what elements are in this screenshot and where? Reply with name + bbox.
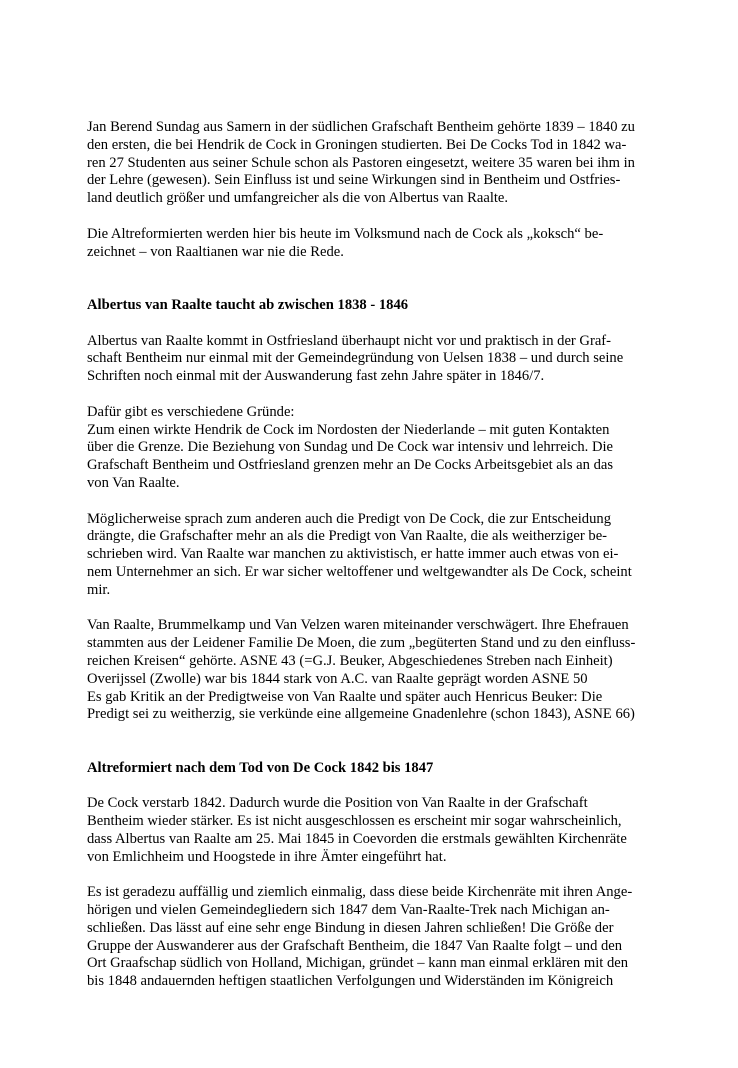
text-line: Bentheim wieder stärker. Es ist nicht ausgeschlossen es erscheint mir sogar wahrscheinlich,: [87, 813, 622, 830]
paragraph-verschwaegert: [87, 617, 653, 724]
text-line: Overijssel (Zwolle) war bis 1844 stark von A.C. van Raalte geprägt worden ASNE 50: [87, 670, 588, 687]
heading-text: Albertus van Raalte taucht ab zwischen 1838 - 1846: [87, 296, 409, 313]
text-line: Albertus van Raalte kommt in Ostfriesland überhaupt nicht vor und praktisch in der Graf-: [87, 332, 612, 349]
text-line: hörigen und vielen Gemeindegliedern sich 1847 dem Van-Raalte-Trek nach Michigan an-: [87, 902, 610, 919]
paragraph-de-cock-verstarb: [87, 795, 653, 866]
paragraph-gruende: [87, 404, 653, 493]
paragraph-spacer: [87, 777, 653, 795]
paragraph-spacer: [87, 386, 653, 404]
paragraph-ostfriesland: [87, 333, 653, 386]
text-line: Gruppe der Auswanderer aus der Grafschaft Bentheim, die 1847 Van Raalte folgt – und den: [87, 937, 623, 954]
text-line: schließen. Das lässt auf eine sehr enge Bindung in diesen Jahren schließen! Die Größe der: [87, 919, 614, 936]
text-line: Grafschaft Bentheim und Ostfriesland grenzen mehr an De Cocks Arbeitsgebiet als an das: [87, 457, 614, 474]
paragraph-spacer: [87, 493, 653, 511]
paragraph-auswanderer: [87, 884, 653, 991]
section-heading-van-raalte: [87, 297, 653, 315]
text-line: mir.: [87, 581, 111, 598]
text-line: Es ist geradezu auffällig und ziemlich einmalig, dass diese beide Kirchenräte mit ihren Ange-: [87, 884, 633, 901]
text-line: zeichnet – von Raaltianen war nie die Rede.: [87, 243, 344, 260]
document-page: [87, 119, 653, 991]
paragraph-spacer: [87, 600, 653, 618]
text-line: stammten aus der Leidener Familie De Moen, die zum „begüterten Stand und zu den einfluss-: [87, 635, 636, 652]
text-line: über die Grenze. Die Beziehung von Sundag und De Cock war intensiv und lehrreich. Die: [87, 439, 614, 456]
text-line: nem Unternehmer an sich. Er war sicher weltoffener und weltgewandter als De Cock, scheint: [87, 563, 632, 580]
text-line: Schriften noch einmal mit der Auswanderung fast zehn Jahre später in 1846/7.: [87, 368, 545, 385]
paragraph-sundag: [87, 119, 653, 208]
text-line: Van Raalte, Brummelkamp und Van Velzen waren miteinander verschwägert. Ihre Ehefrauen: [87, 617, 629, 634]
text-line: Möglicherweise sprach zum anderen auch die Predigt von De Cock, die zur Entscheidung: [87, 510, 611, 527]
section-heading-altreformiert: [87, 760, 653, 778]
text-line: Dafür gibt es verschiedene Gründe:: [87, 403, 295, 420]
paragraph-altreformierten: [87, 226, 653, 262]
section-spacer: [87, 261, 653, 297]
text-line: bis 1848 andauernden heftigen staatlichen Verfolgungen und Widerständen im Königreich: [87, 973, 614, 990]
text-line: schaft Bentheim nur einmal mit der Gemeindegründung von Uelsen 1838 – und durch seine: [87, 350, 624, 367]
text-line: der Lehre (gewesen). Sein Einfluss ist und seine Wirkungen sind in Bentheim und Ostfries-: [87, 172, 621, 189]
text-line: von Van Raalte.: [87, 474, 180, 491]
paragraph-predigt: [87, 511, 653, 600]
heading-text: Altreformiert nach dem Tod von De Cock 1842 bis 1847: [87, 759, 434, 776]
text-line: schrieben wird. Van Raalte war manchen zu aktivistisch, er hatte immer auch etwas von ei-: [87, 546, 619, 563]
text-line: ren 27 Studenten aus seiner Schule schon als Pastoren eingesetzt, weitere 35 waren bei ihm in: [87, 154, 635, 171]
text-line: Predigt sei zu weitherzig, sie verkünde eine allgemeine Gnadenlehre (schon 1843), ASNE 66): [87, 706, 635, 723]
text-line: Zum einen wirkte Hendrik de Cock im Nordosten der Niederlande – mit guten Kontakten: [87, 421, 610, 438]
text-line: Ort Graafschap südlich von Holland, Michigan, gründet – kann man einmal erklären mit den: [87, 955, 629, 972]
text-line: von Emlichheim und Hoogstede in ihre Ämter eingeführt hat.: [87, 848, 447, 865]
text-line: Die Altreformierten werden hier bis heute im Volksmund nach de Cock als „koksch“ be-: [87, 225, 604, 242]
text-line: De Cock verstarb 1842. Dadurch wurde die Position von Van Raalte in der Grafschaft: [87, 795, 588, 812]
text-line: Jan Berend Sundag aus Samern in der südlichen Grafschaft Bentheim gehörte 1839 – 1840 zu: [87, 119, 635, 135]
text-line: Es gab Kritik an der Predigtweise von Van Raalte und später auch Henricus Beuker: Die: [87, 688, 603, 705]
paragraph-spacer: [87, 315, 653, 333]
text-line: den ersten, die bei Hendrik de Cock in Groningen studierten. Bei De Cocks Tod in 1842 wa-: [87, 136, 627, 153]
text-line: land deutlich größer und umfangreicher als die von Albertus van Raalte.: [87, 190, 509, 207]
section-spacer: [87, 724, 653, 760]
text-line: reichen Kreisen“ gehörte. ASNE 43 (=G.J. Beuker, Abgeschiedenes Streben nach Einheit): [87, 652, 613, 669]
paragraph-spacer: [87, 866, 653, 884]
text-line: dass Albertus van Raalte am 25. Mai 1845 in Coevorden die erstmals gewählten Kirchenräte: [87, 830, 627, 847]
text-line: drängte, die Grafschafter mehr an als die Predigt von Van Raalte, die als weitherziger be-: [87, 528, 608, 545]
paragraph-spacer: [87, 208, 653, 226]
